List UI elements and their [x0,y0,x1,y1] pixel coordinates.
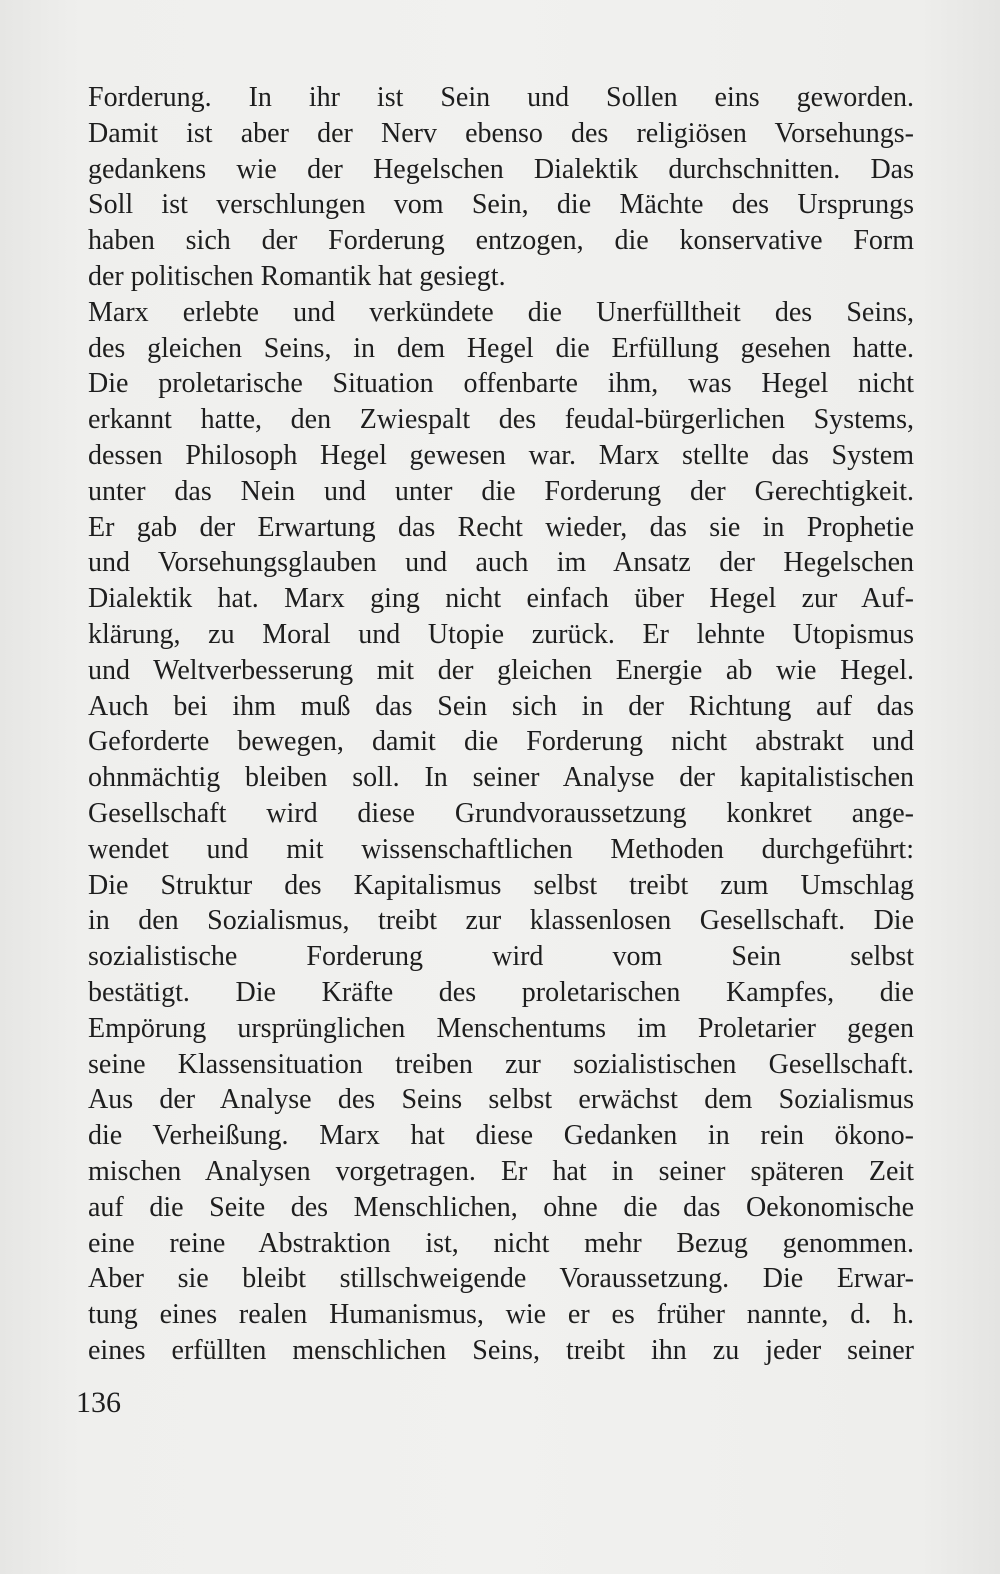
text-line: wendet und mit wissenschaftlichen Methoden durchgeführt: [88,833,914,865]
text-line: Forderung. In ihr ist Sein und Sollen eins geworden. [88,82,914,113]
text-line: Damit ist aber der Nerv ebenso des religiösen Vorsehungs- [88,117,914,149]
text-line: eines erfüllten menschlichen Seins, treibt ihn zu jeder seiner [88,1334,914,1366]
text-line: Aber sie bleibt stillschweigende Voraussetzung. Die Erwar- [88,1263,914,1295]
text-line: Empörung ursprünglichen Menschentums im Proletarier gegen [88,1012,914,1044]
text-line: in den Sozialismus, treibt zur klassenlosen Gesellschaft. Die [88,905,914,937]
text-line: Geforderte bewegen, damit die Forderung nicht abstrakt und [88,726,914,758]
text-line: unter das Nein und unter die Forderung der Gerechtigkeit. [88,475,914,507]
text-line: tung eines realen Humanismus, wie er es früher nannte, d. h. [88,1299,914,1331]
text-line: und Weltverbesserung mit der gleichen Energie ab wie Hegel. [88,654,914,686]
text-line: und Vorsehungsglauben und auch im Ansatz der Hegelschen [88,547,914,579]
text-line: Gesellschaft wird diese Grundvoraussetzung konkret ange- [88,797,914,829]
text-line: Die proletarische Situation offenbarte ihm, was Hegel nicht [88,368,914,400]
text-line: gedankens wie der Hegelschen Dialektik durchschnitten. Das [88,153,914,185]
spaced-emphasis-line: sozialistische Forderung wird vom Sein selbst [88,941,914,973]
text-line: erkannt hatte, den Zwiespalt des feudal-bürgerlichen Systems, [88,404,914,436]
text-line: Er gab der Erwartung das Recht wieder, das sie in Prophetie [88,511,914,543]
text-line: Auch bei ihm muß das Sein sich in der Richtung auf das [88,690,914,722]
text-line: Aus der Analyse des Seins selbst erwächst dem Sozialismus [88,1084,914,1116]
text-line: dessen Philosoph Hegel gewesen war. Marx stellte das System [88,439,914,471]
text-line: eine reine Abstraktion ist, nicht mehr Bezug genommen. [88,1227,914,1259]
text-line: klärung, zu Moral und Utopie zurück. Er lehnte Utopismus [88,618,914,650]
text-line: die Verheißung. Marx hat diese Gedanken in rein ökono- [88,1120,914,1152]
page-number: 136 [76,1386,121,1419]
text-line: auf die Seite des Menschlichen, ohne die das Oekonomische [88,1191,914,1223]
text-line: seine Klassensituation treiben zur sozialistischen Gesellschaft. [88,1048,914,1080]
text-line: Dialektik hat. Marx ging nicht einfach über Hegel zur Auf- [88,583,914,615]
text-line: der politischen Romantik hat gesiegt. [88,260,506,292]
text-line: mischen Analysen vorgetragen. Er hat in seiner späteren Zeit [88,1155,914,1187]
text-line: bestätigt. Die Kräfte des proletarischen Kampfes, die [88,976,914,1008]
text-line: Marx erlebte und verkündete die Unerfülltheit des Seins, [88,296,914,328]
text-line: ohnmächtig bleiben soll. In seiner Analyse der kapitalistischen [88,762,914,794]
text-line: Die Struktur des Kapitalismus selbst treibt zum Umschlag [88,869,914,901]
text-line: des gleichen Seins, in dem Hegel die Erfüllung gesehen hatte. [88,332,914,364]
text-line: Soll ist verschlungen vom Sein, die Mächte des Ursprungs [88,189,914,221]
text-line: haben sich der Forderung entzogen, die konservative Form [88,225,914,257]
body-text [88,80,914,1369]
